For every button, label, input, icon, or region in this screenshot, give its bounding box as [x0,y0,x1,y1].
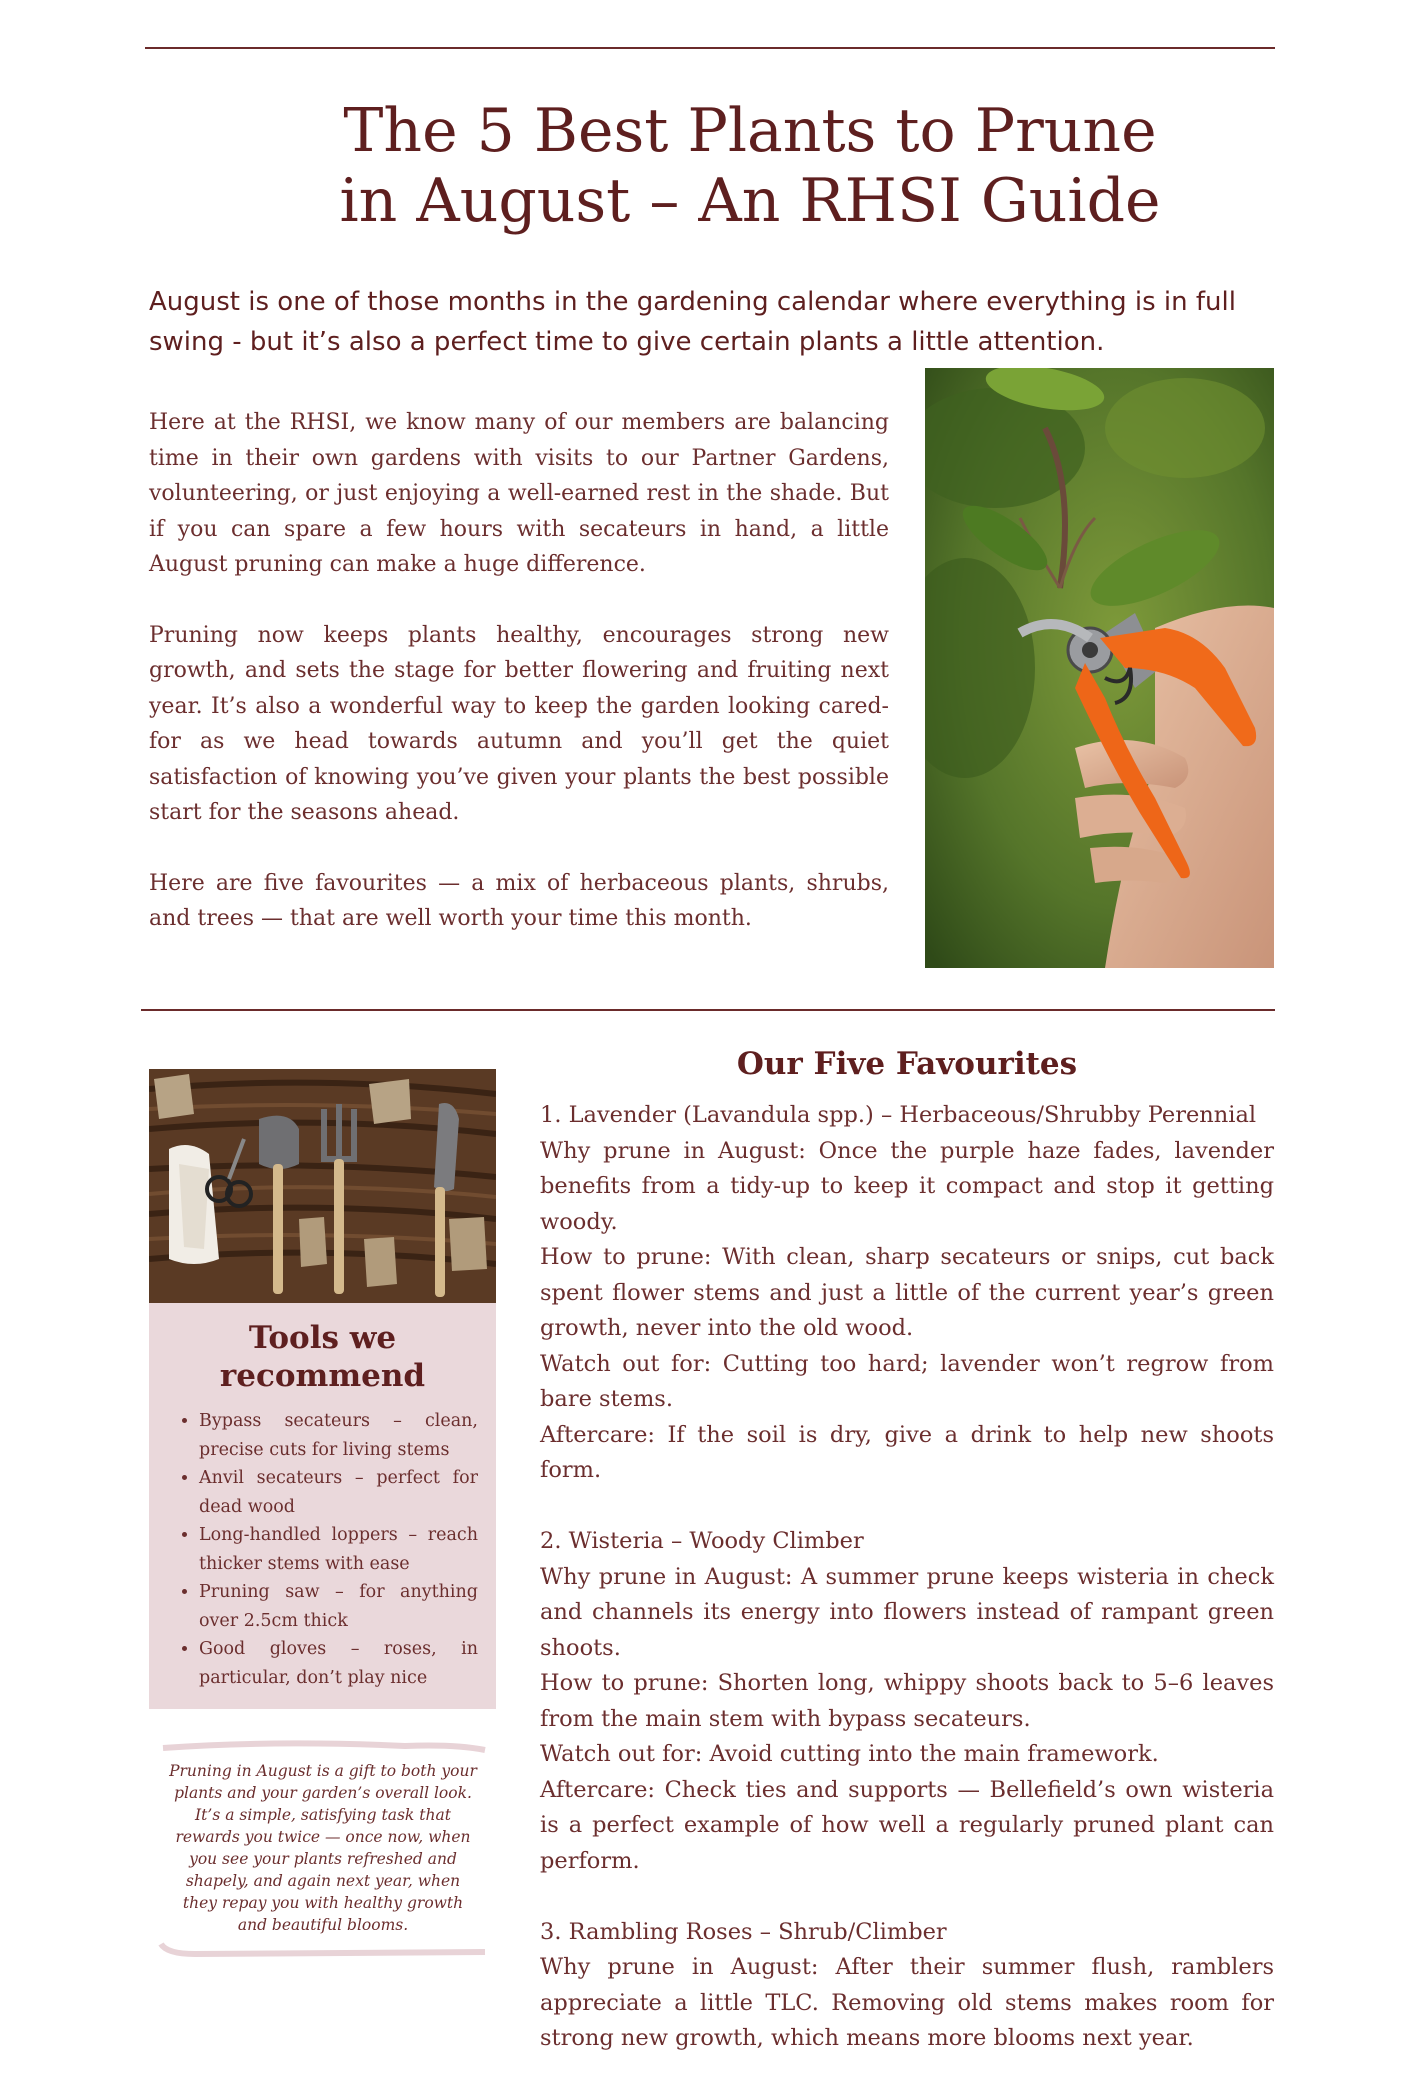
intro-text [149,405,889,972]
page-title [300,96,1200,236]
plant-detail: Aftercare: If the soil is dry, give a drink to help new shoots form. [540,1421,1274,1483]
tools-title: Tools we recommend [219,1320,426,1394]
plant-detail: Aftercare: Check ties and supports — Bellefield’s own wisteria is a perfect example of how well a regularly pruned plant can perform. [540,1776,1274,1874]
quote-box [155,1740,491,1962]
quote-text: Pruning in August is a gift to both your plants and your garden’s overall look. It’s a simple, satisfying task that rewards you twice — once now, when you see your plants refreshed and shapely, and again next year, when they repay you with healthy growth and beautiful blooms. [169,1762,477,1934]
plant-detail: Why prune in August: Once the purple haze fades, lavender benefits from a tidy-up to keep it compact and stop it getting woody. [540,1137,1274,1235]
garden-tools-photo [149,1069,496,1303]
tool-item: • Long-handled loppers – reach thicker stems with ease [199,1521,478,1578]
plant-detail: How to prune: With clean, sharp secateurs or snips, cut back spent flower stems and just a little of the current year’s green growth, never into the old wood. [540,1244,1274,1341]
tool-item: • Anvil secateurs – perfect for dead wood [199,1464,478,1521]
intro-paragraph-1: Here at the RHSI, we know many of our members are balancing time in their own gardens with visits to our Partner Gardens, volunteering, or just enjoying a well-earned rest in the shade. But if you can spare a few hours with secateurs in hand, a little August pruning can make a huge difference. [149,410,889,577]
title-line-2: in August – An RHSI Guide [339,166,1161,236]
plant-entry [540,1098,1274,1489]
tool-item: • Good gloves – roses, in particular, don’t play nice [199,1635,478,1692]
tools-list [199,1407,478,1692]
top-rule [145,47,1275,49]
tools-panel [149,1303,496,1709]
lead-paragraph: August is one of those months in the gardening calendar where everything is in full swing - but it’s also a perfect time to give certain plants a little attention. [149,287,1236,357]
plant-entry [540,1524,1274,1879]
plant-detail: Watch out for: Cutting too hard; lavender won’t regrow from bare stems. [540,1350,1274,1412]
plant-heading: 1. Lavender (Lavandula spp.) – Herbaceous/Shrubby Perennial [540,1102,1257,1128]
title-line-1: The 5 Best Plants to Prune [343,96,1157,166]
plant-detail: Why prune in August: After their summer flush, ramblers appreciate a little TLC. Removing old stems makes room for strong new growth, which means more blooms next year. [540,1954,1274,2051]
intro-paragraph-3: Here are five favourites — a mix of herbaceous plants, shrubs, and trees — that are well worth your time this month. [149,870,889,931]
intro-paragraph-2: Pruning now keeps plants healthy, encourages strong new growth, and sets the stage for better flowering and fruiting next year. It’s also a wonderful way to keep the garden looking cared-for as we head towards autumn and you’ll get the quiet satisfaction of knowing you’ve given your plants the best possible start for the seasons ahead. [149,622,889,825]
tool-item: • Bypass secateurs – clean, precise cuts for living stems [199,1407,478,1464]
plant-detail: How to prune: Shorten long, whippy shoots back to 5–6 leaves from the main stem with bypass secateurs. [540,1670,1274,1732]
plant-heading: 3. Rambling Roses – Shrub/Climber [540,1918,947,1945]
favourites-list [540,1098,1274,2092]
plant-entry [540,1915,1274,2057]
secateurs-illustration [925,368,1274,968]
plant-detail: Why prune in August: A summer prune keeps wisteria in check and channels its energy into flowers instead of rampant green shoots. [540,1563,1274,1661]
section-divider [141,1009,1275,1011]
garden-tools-illustration [149,1069,496,1303]
pruning-secateurs-photo [925,368,1274,968]
plant-heading: 2. Wisteria – Woody Climber [540,1528,864,1554]
plant-detail: Watch out for: Avoid cutting into the main framework. [540,1741,1159,1767]
tool-item: • Pruning saw – for anything over 2.5cm thick [199,1578,478,1635]
section-title: Our Five Favourites [736,1046,1078,1082]
